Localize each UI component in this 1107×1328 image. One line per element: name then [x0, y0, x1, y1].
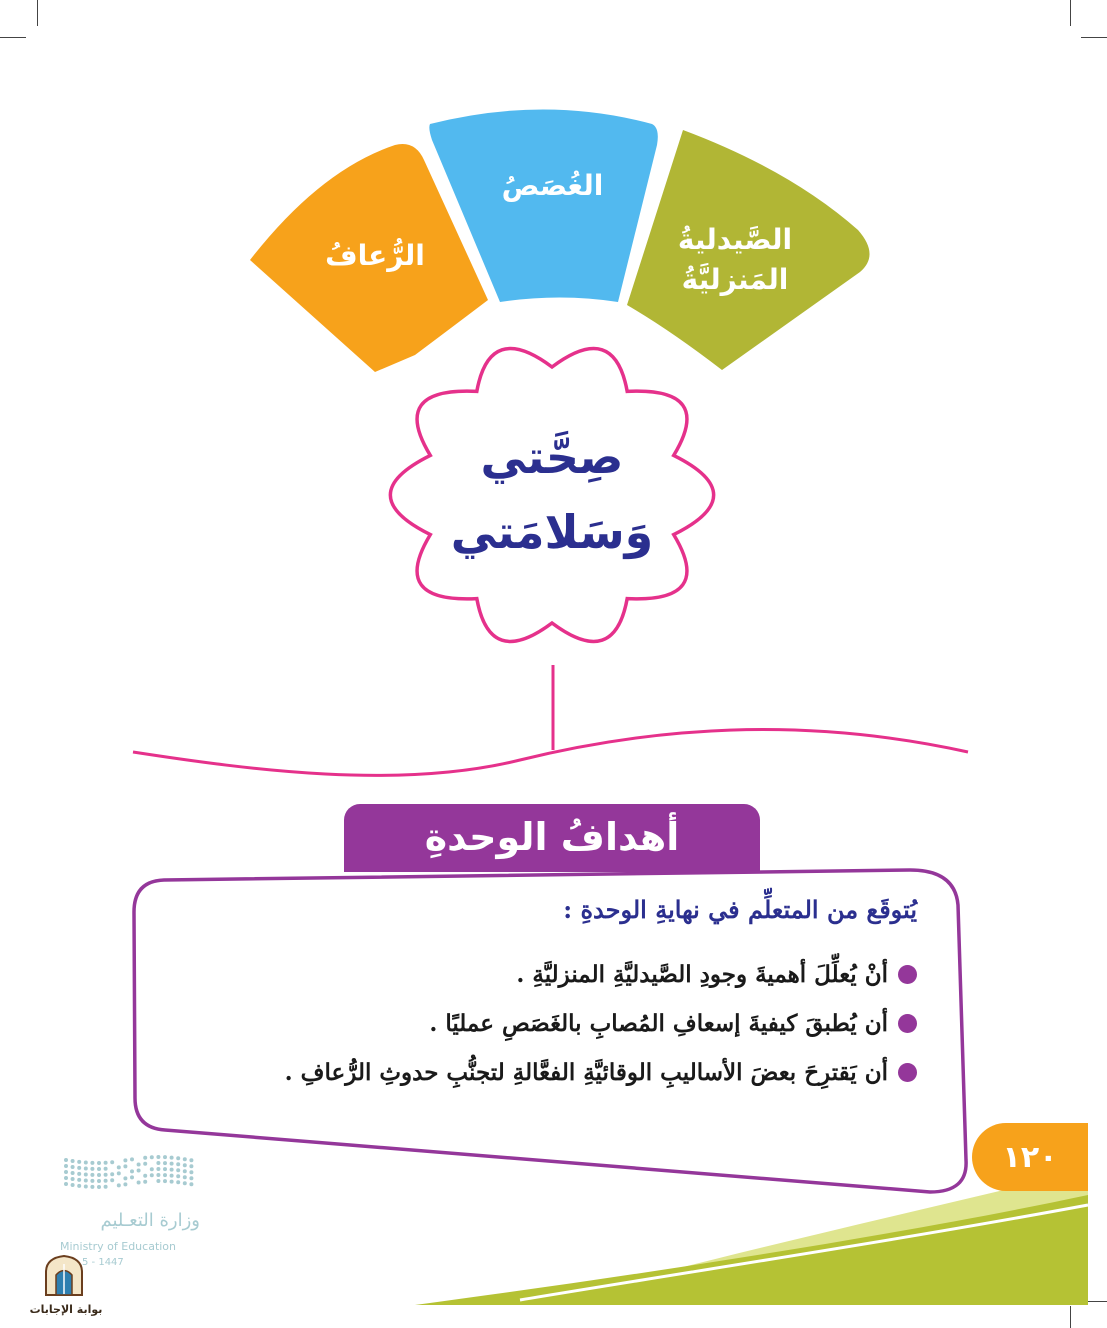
logo-dot — [90, 1185, 94, 1189]
logo-dot — [156, 1161, 160, 1165]
logo-dot — [84, 1167, 88, 1171]
logo-dot — [183, 1175, 187, 1179]
logo-dot — [189, 1176, 193, 1180]
portal-watermark-text: بوابة الإجابات — [29, 1303, 103, 1316]
logo-dot — [130, 1175, 134, 1179]
logo-dot — [183, 1163, 187, 1167]
logo-dot — [90, 1167, 94, 1171]
logo-dot — [104, 1179, 108, 1183]
logo-dot — [71, 1183, 75, 1187]
logo-dot — [104, 1161, 108, 1165]
list-item — [177, 950, 917, 999]
logo-dot — [143, 1180, 147, 1184]
logo-dot — [77, 1184, 81, 1188]
petal-label-home-pharmacy-1: الصَّيدليةُ — [677, 223, 793, 256]
flower-outline — [390, 349, 713, 642]
petal-label-nosebleed: الرُّعافُ — [325, 239, 425, 272]
logo-dot — [97, 1179, 101, 1183]
ministry-name-en: Ministry of Education — [60, 1240, 177, 1253]
logo-dot — [77, 1172, 81, 1176]
petal-label-choking: الغُصَصُ — [501, 169, 604, 202]
logo-dot — [163, 1179, 167, 1183]
logo-dot — [84, 1161, 88, 1165]
logo-dot — [123, 1164, 127, 1168]
logo-dot — [163, 1161, 167, 1165]
logo-dot — [90, 1173, 94, 1177]
logo-dot — [156, 1167, 160, 1171]
logo-dot — [137, 1163, 141, 1167]
logo-dot — [123, 1182, 127, 1186]
unit-title-line1: صِحَّتي — [480, 430, 624, 484]
logo-dot — [77, 1160, 81, 1164]
ministry-name-ar: وزارة التعـليم — [100, 1210, 200, 1231]
logo-dot — [150, 1167, 154, 1171]
logo-dot — [84, 1185, 88, 1189]
logo-dot — [64, 1170, 68, 1174]
logo-dot — [123, 1158, 127, 1162]
logo-dot — [104, 1185, 108, 1189]
logo-dot — [163, 1167, 167, 1171]
bullet-icon — [898, 1014, 917, 1033]
logo-dot — [84, 1173, 88, 1177]
logo-dot — [150, 1173, 154, 1177]
logo-dot — [130, 1169, 134, 1173]
ground-line — [133, 730, 968, 776]
ministry-year: 5 - 1447 — [82, 1257, 124, 1268]
logo-dot — [117, 1183, 121, 1187]
logo-dot — [170, 1162, 174, 1166]
logo-dot — [170, 1174, 174, 1178]
logo-dot — [189, 1182, 193, 1186]
logo-dot — [183, 1169, 187, 1173]
objective-text: أنْ يُعلِّلَ أهميةَ وجودِ الصَّيدليَّةِ المنزليَّةِ . — [516, 961, 888, 988]
objective-text: أن يَقترِحَ بعضَ الأساليبِ الوقائيَّةِ الفعَّالةِ لتجنُّبِ حدوثِ الرُّعافِ . — [284, 1059, 888, 1086]
logo-dot — [130, 1157, 134, 1161]
logo-dot — [183, 1181, 187, 1185]
logo-dot — [90, 1161, 94, 1165]
logo-dot — [189, 1164, 193, 1168]
logo-dot — [156, 1155, 160, 1159]
logo-dot — [104, 1167, 108, 1171]
logo-dot — [176, 1168, 180, 1172]
logo-dot — [97, 1161, 101, 1165]
page-number: ١٢٠ — [972, 1123, 1088, 1191]
logo-dot — [176, 1162, 180, 1166]
ministry-logo-icon — [64, 1155, 193, 1189]
logo-dot — [77, 1178, 81, 1182]
logo-dot — [137, 1181, 141, 1185]
logo-dot — [104, 1173, 108, 1177]
petal-label-home-pharmacy-2: المَنزليَّةُ — [681, 263, 789, 296]
bullet-icon — [898, 1063, 917, 1082]
logo-dot — [137, 1169, 141, 1173]
logo-dot — [176, 1174, 180, 1178]
bullet-icon — [898, 965, 917, 984]
portal-logo-icon — [46, 1256, 82, 1295]
logo-dot — [97, 1173, 101, 1177]
logo-dot — [156, 1179, 160, 1183]
logo-dot — [117, 1165, 121, 1169]
logo-dot — [176, 1156, 180, 1160]
logo-dot — [97, 1167, 101, 1171]
logo-dot — [77, 1166, 81, 1170]
logo-dot — [110, 1172, 114, 1176]
logo-dot — [64, 1158, 68, 1162]
objectives-list — [177, 950, 917, 1097]
objectives-intro: يُتوقَع من المتعلِّم في نهايةِ الوحدةِ : — [563, 895, 917, 924]
logo-dot — [117, 1171, 121, 1175]
logo-dot — [90, 1179, 94, 1183]
logo-dot — [64, 1176, 68, 1180]
list-item — [177, 999, 917, 1048]
logo-dot — [71, 1177, 75, 1181]
logo-dot — [143, 1156, 147, 1160]
logo-dot — [71, 1171, 75, 1175]
logo-dot — [84, 1179, 88, 1183]
logo-dot — [110, 1160, 114, 1164]
logo-dot — [189, 1170, 193, 1174]
logo-dot — [143, 1162, 147, 1166]
logo-dot — [110, 1178, 114, 1182]
logo-dot — [71, 1165, 75, 1169]
logo-dot — [189, 1158, 193, 1162]
logo-dot — [64, 1182, 68, 1186]
logo-dot — [170, 1168, 174, 1172]
logo-dot — [163, 1173, 167, 1177]
list-item — [177, 1048, 917, 1097]
logo-dot — [170, 1180, 174, 1184]
logo-dot — [150, 1155, 154, 1159]
logo-dot — [123, 1176, 127, 1180]
unit-title-line2: وَسَلامَتي — [450, 505, 654, 559]
logo-dot — [64, 1164, 68, 1168]
logo-dot — [143, 1174, 147, 1178]
objectives-header: أهدافُ الوحدةِ — [344, 804, 760, 872]
logo-dot — [176, 1180, 180, 1184]
objective-text: أن يُطبقَ كيفيةَ إسعافِ المُصابِ بالغَصَصِ عمليًا . — [429, 1010, 888, 1037]
logo-dot — [183, 1157, 187, 1161]
logo-dot — [163, 1155, 167, 1159]
logo-dot — [97, 1185, 101, 1189]
logo-dot — [170, 1156, 174, 1160]
logo-dot — [71, 1159, 75, 1163]
logo-dot — [156, 1173, 160, 1177]
